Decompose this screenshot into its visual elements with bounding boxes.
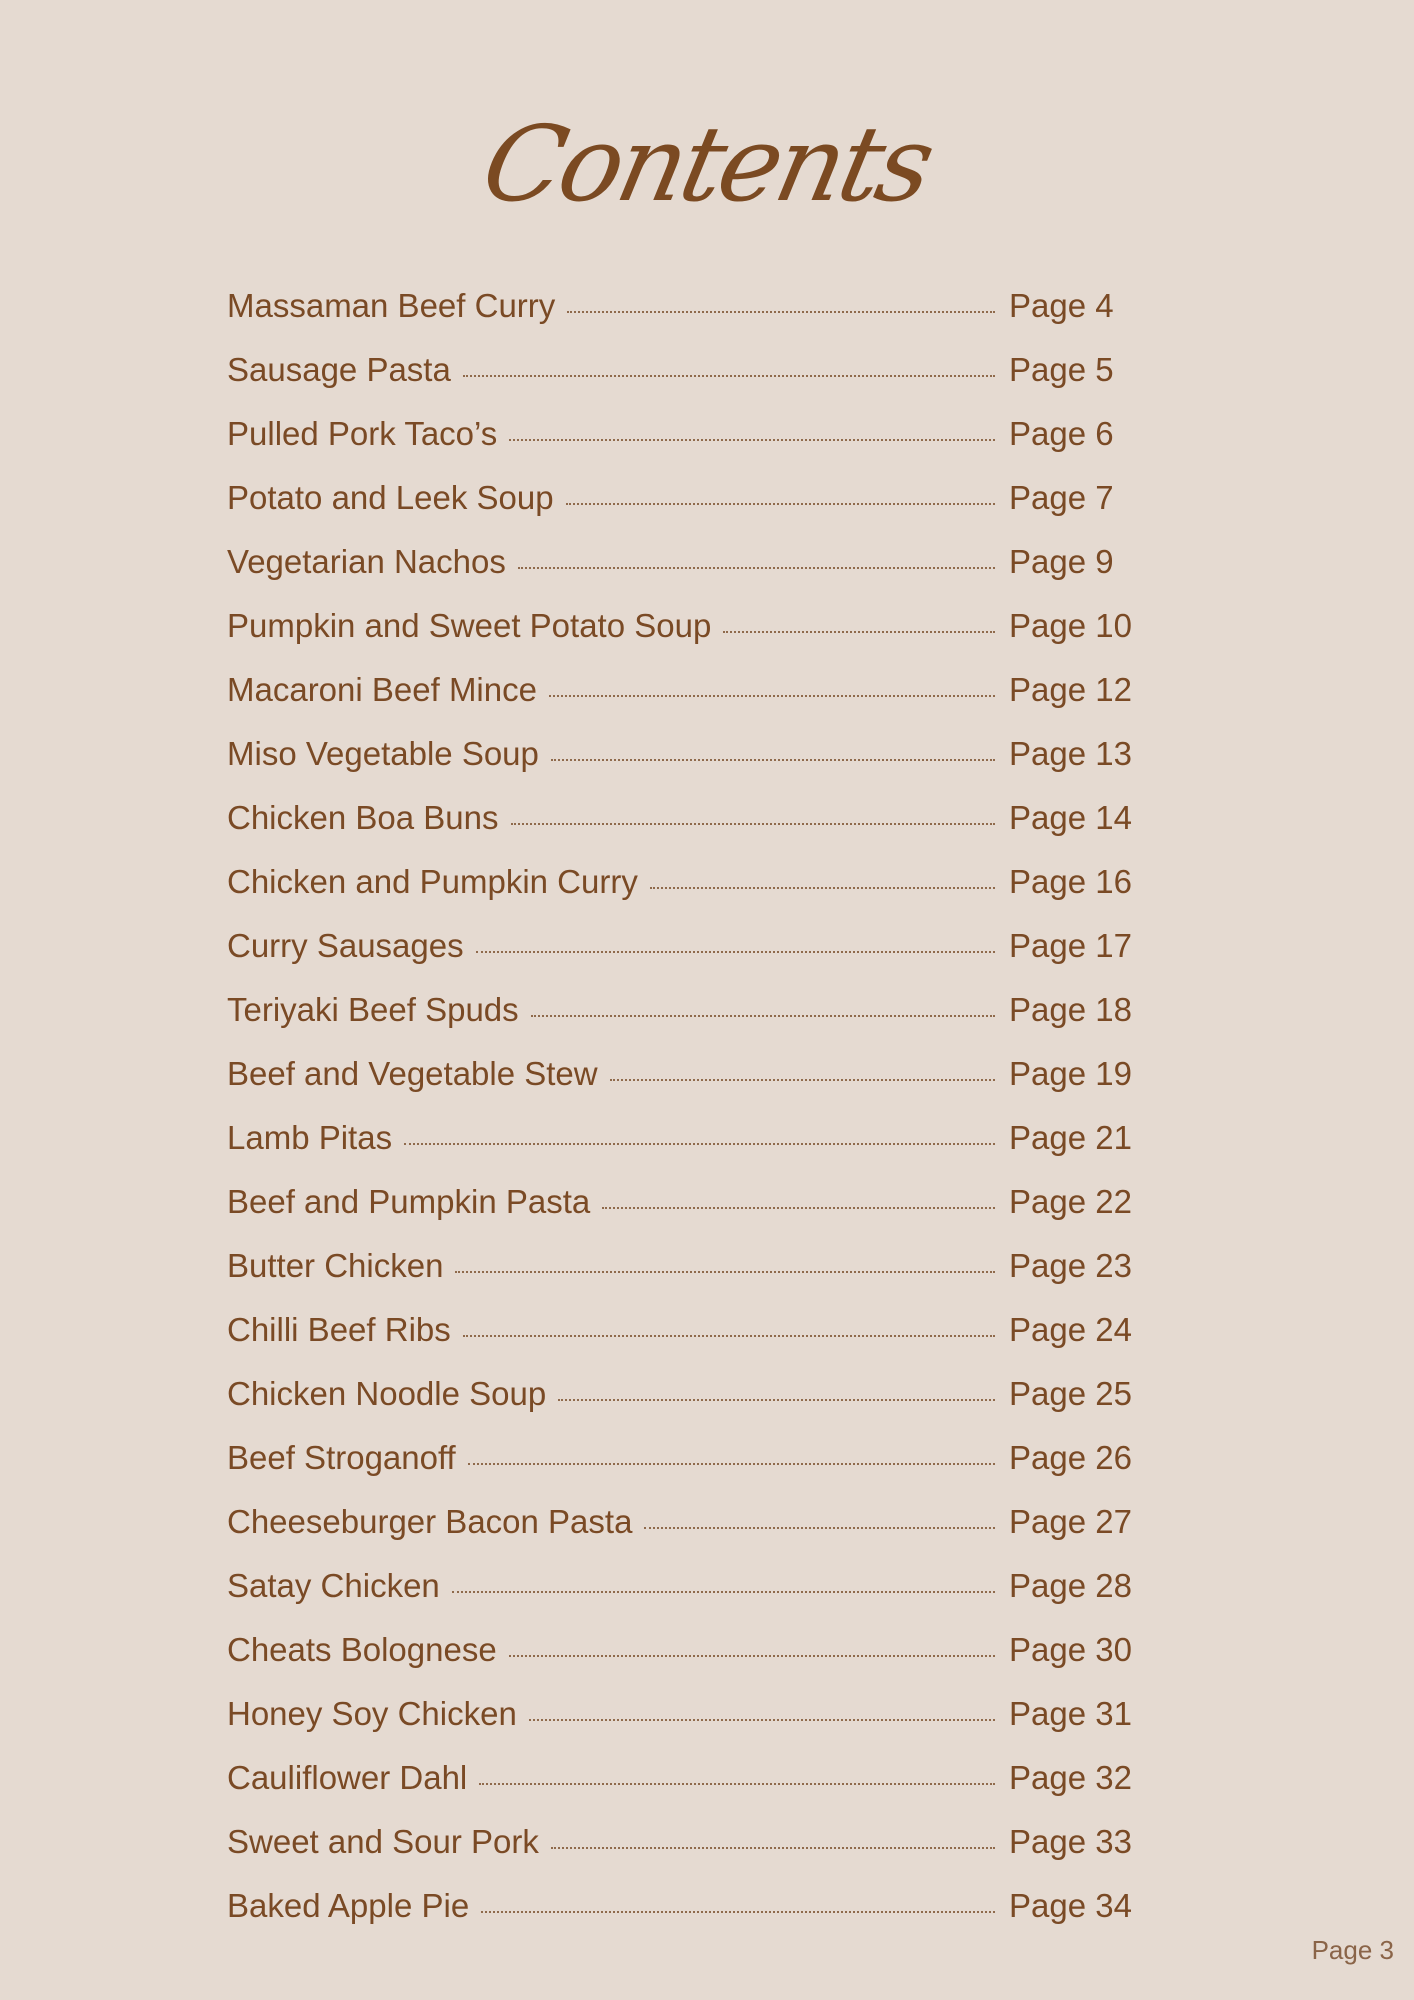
- toc-entry-page: Page 26: [1009, 1439, 1132, 1476]
- contents-list: [227, 274, 1157, 1938]
- dotted-leader: [511, 823, 996, 825]
- toc-entry-page: Page 32: [1009, 1759, 1132, 1796]
- dotted-leader: [650, 887, 995, 889]
- toc-entry-page: Page 16: [1009, 863, 1132, 900]
- toc-entry-title: Sweet and Sour Pork: [227, 1823, 539, 1860]
- dotted-leader: [463, 1335, 995, 1337]
- toc-entry-title: Chilli Beef Ribs: [227, 1311, 451, 1348]
- toc-entry[interactable]: [227, 850, 1157, 914]
- dotted-leader: [404, 1143, 995, 1145]
- toc-entry[interactable]: [227, 722, 1157, 786]
- dotted-leader: [479, 1783, 995, 1785]
- toc-entry-page: Page 22: [1009, 1183, 1132, 1220]
- toc-entry[interactable]: [227, 1554, 1157, 1618]
- toc-entry-title: Sausage Pasta: [227, 351, 451, 388]
- dotted-leader: [602, 1207, 995, 1209]
- toc-entry[interactable]: [227, 978, 1157, 1042]
- toc-entry-page: Page 10: [1009, 607, 1132, 644]
- dotted-leader: [468, 1463, 995, 1465]
- toc-entry[interactable]: [227, 658, 1157, 722]
- toc-entry-title: Massaman Beef Curry: [227, 287, 556, 324]
- toc-entry-page: Page 27: [1009, 1503, 1132, 1540]
- toc-entry-title: Satay Chicken: [227, 1567, 440, 1604]
- toc-entry-page: Page 23: [1009, 1247, 1132, 1284]
- dotted-leader: [529, 1719, 995, 1721]
- dotted-leader: [610, 1079, 995, 1081]
- toc-entry-page: Page 28: [1009, 1567, 1132, 1604]
- toc-entry[interactable]: [227, 1490, 1157, 1554]
- dotted-leader: [476, 951, 995, 953]
- dotted-leader: [531, 1015, 995, 1017]
- toc-entry-page: Page 25: [1009, 1375, 1132, 1412]
- toc-entry-title: Cheats Bolognese: [227, 1631, 497, 1668]
- footer-page-number: Page 3: [1311, 1935, 1394, 1965]
- toc-entry-title: Lamb Pitas: [227, 1119, 393, 1156]
- toc-entry-page: Page 12: [1009, 671, 1132, 708]
- toc-entry-title: Chicken Boa Buns: [227, 799, 499, 836]
- toc-entry[interactable]: [227, 1682, 1157, 1746]
- toc-entry-page: Page 34: [1009, 1887, 1132, 1924]
- toc-entry[interactable]: [227, 1618, 1157, 1682]
- toc-entry-page: Page 6: [1009, 415, 1114, 452]
- toc-entry-title: Beef and Vegetable Stew: [227, 1055, 598, 1092]
- toc-entry-title: Butter Chicken: [227, 1247, 444, 1284]
- toc-entry-title: Miso Vegetable Soup: [227, 735, 539, 772]
- toc-entry[interactable]: [227, 1106, 1157, 1170]
- toc-entry-title: Cheeseburger Bacon Pasta: [227, 1503, 633, 1540]
- toc-entry-page: Page 19: [1009, 1055, 1132, 1092]
- toc-entry[interactable]: [227, 1170, 1157, 1234]
- toc-entry-title: Chicken and Pumpkin Curry: [227, 863, 638, 900]
- toc-entry[interactable]: [227, 1234, 1157, 1298]
- toc-entry[interactable]: [227, 786, 1157, 850]
- toc-entry-page: Page 24: [1009, 1311, 1132, 1348]
- toc-entry[interactable]: [227, 338, 1157, 402]
- dotted-leader: [463, 375, 995, 377]
- toc-entry-title: Curry Sausages: [227, 927, 464, 964]
- dotted-leader: [481, 1911, 995, 1913]
- toc-entry-title: Pulled Pork Taco’s: [227, 415, 498, 452]
- toc-entry-title: Potato and Leek Soup: [227, 479, 554, 516]
- toc-entry-title: Teriyaki Beef Spuds: [227, 991, 519, 1028]
- toc-entry-title: Honey Soy Chicken: [227, 1695, 517, 1732]
- toc-entry[interactable]: [227, 1298, 1157, 1362]
- toc-entry-page: Page 17: [1009, 927, 1132, 964]
- toc-entry[interactable]: [227, 594, 1157, 658]
- dotted-leader: [549, 695, 995, 697]
- toc-entry-page: Page 14: [1009, 799, 1132, 836]
- dotted-leader: [551, 1847, 995, 1849]
- toc-entry-page: Page 9: [1009, 543, 1114, 580]
- toc-entry-page: Page 4: [1009, 287, 1114, 324]
- toc-entry[interactable]: [227, 1874, 1157, 1938]
- toc-entry[interactable]: [227, 402, 1157, 466]
- dotted-leader: [509, 439, 995, 441]
- toc-entry-title: Chicken Noodle Soup: [227, 1375, 547, 1412]
- toc-entry[interactable]: [227, 530, 1157, 594]
- dotted-leader: [567, 311, 995, 313]
- toc-entry-title: Macaroni Beef Mince: [227, 671, 537, 708]
- toc-entry-title: Baked Apple Pie: [227, 1887, 470, 1924]
- toc-entry[interactable]: [227, 1426, 1157, 1490]
- toc-entry[interactable]: [227, 274, 1157, 338]
- dotted-leader: [518, 567, 995, 569]
- toc-entry[interactable]: [227, 1362, 1157, 1426]
- dotted-leader: [452, 1591, 995, 1593]
- toc-entry[interactable]: [227, 1042, 1157, 1106]
- toc-entry-title: Beef and Pumpkin Pasta: [227, 1183, 591, 1220]
- toc-entry-title: Beef Stroganoff: [227, 1439, 456, 1476]
- toc-entry-page: Page 33: [1009, 1823, 1132, 1860]
- toc-entry-page: Page 30: [1009, 1631, 1132, 1668]
- toc-entry-page: Page 31: [1009, 1695, 1132, 1732]
- toc-entry-page: Page 5: [1009, 351, 1114, 388]
- toc-entry[interactable]: [227, 1746, 1157, 1810]
- toc-entry-page: Page 7: [1009, 479, 1114, 516]
- dotted-leader: [558, 1399, 995, 1401]
- toc-entry-title: Pumpkin and Sweet Potato Soup: [227, 607, 712, 644]
- toc-entry-title: Cauliflower Dahl: [227, 1759, 468, 1796]
- dotted-leader: [644, 1527, 995, 1529]
- dotted-leader: [509, 1655, 995, 1657]
- toc-entry-page: Page 21: [1009, 1119, 1132, 1156]
- toc-entry-page: Page 13: [1009, 735, 1132, 772]
- dotted-leader: [551, 759, 995, 761]
- page-title: Contents: [472, 103, 942, 225]
- dotted-leader: [455, 1271, 995, 1273]
- dotted-leader: [723, 631, 995, 633]
- toc-entry[interactable]: [227, 914, 1157, 978]
- toc-entry[interactable]: [227, 466, 1157, 530]
- toc-entry-title: Vegetarian Nachos: [227, 543, 506, 580]
- dotted-leader: [566, 503, 995, 505]
- toc-entry[interactable]: [227, 1810, 1157, 1874]
- toc-entry-page: Page 18: [1009, 991, 1132, 1028]
